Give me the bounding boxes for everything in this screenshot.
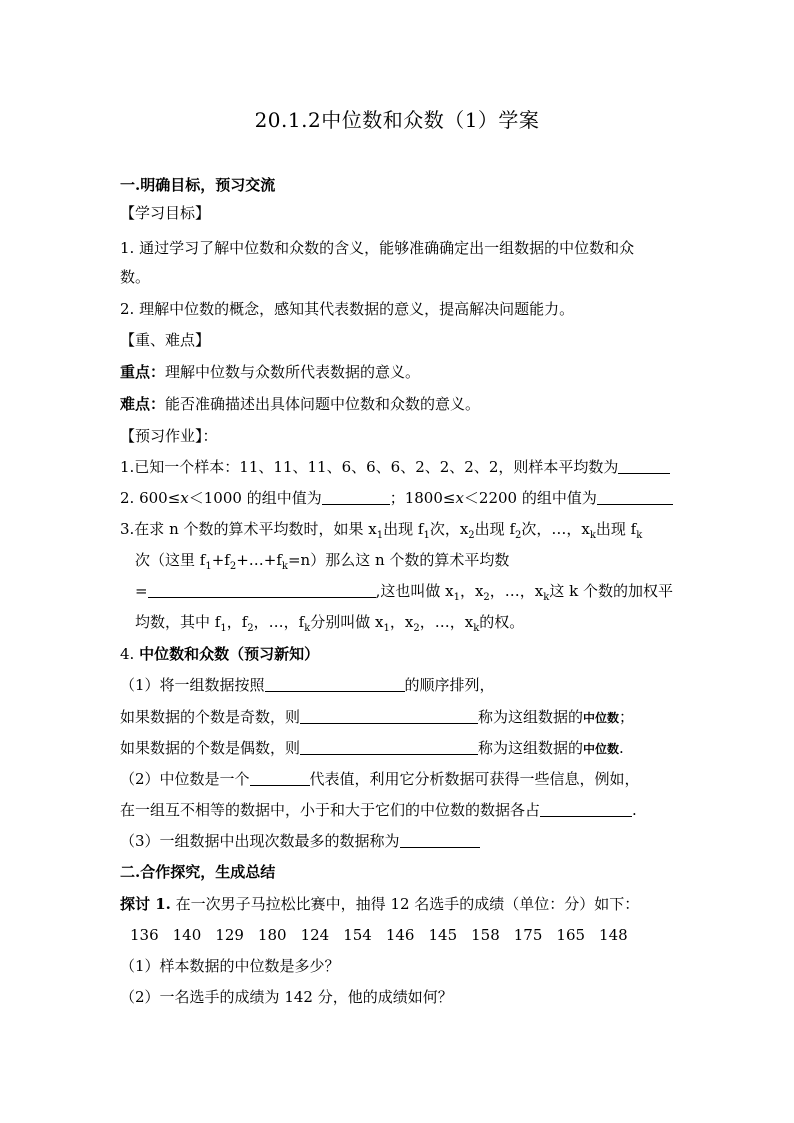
- score-value: 165: [556, 926, 586, 944]
- scores-list: [130, 924, 690, 946]
- score-value: 158: [471, 926, 500, 944]
- score-value: 129: [215, 926, 244, 944]
- answer-blank[interactable]: [148, 582, 376, 598]
- score-value: 145: [428, 926, 458, 944]
- goals-label: 【学习目标】: [120, 204, 211, 222]
- task-1-q2: （2）一名选手的成绩为 142 分，他的成绩如何？: [120, 988, 453, 1006]
- diff-text: 能否准确描述出具体问题中位数和众数的意义。: [165, 395, 481, 413]
- diff-tag: 难点：: [120, 395, 166, 413]
- question-3-line1: 3.在求 n 个数的算术平均数时，如果 $x_1$出现 $f_1$次，$x_2$出现 $f_2$次，…，$x_k$出现 $f_k$: [120, 520, 643, 541]
- question-2: 2. 600≤x＜1000 的组中值为 ；1800≤x＜2200 的组中值为: [120, 487, 680, 509]
- answer-blank[interactable]: [540, 801, 632, 817]
- score-value: 136: [130, 926, 159, 944]
- answer-blank[interactable]: [265, 676, 405, 692]
- task-1-q1: （1）样本数据的中位数是多少？: [120, 957, 340, 975]
- question-4-2-line1: （2）中位数是一个 代表值，利用它分析数据可获得一些信息，例如，: [120, 770, 640, 788]
- homework-label: 【预习作业】：: [120, 427, 218, 445]
- key-text: 理解中位数与众数所代表数据的意义。: [165, 363, 421, 381]
- question-3-line2: 次（这里 $f_1+f_2+\dots+f_k=n$）那么这 n 个数的算术平均数: [135, 551, 510, 572]
- question-3-line3: = ,这也叫做 $x_1$，$x_2$，…，$x_k$这 k 个数的加权平: [135, 582, 673, 603]
- key-point: [120, 361, 680, 383]
- score-value: 140: [172, 926, 202, 944]
- question-4-even: 如果数据的个数是偶数，则 称为这组数据的中位数.: [120, 739, 624, 757]
- page-title: 20.1.2中位数和众数（1）学案: [254, 108, 540, 132]
- key-label: 【重、难点】: [120, 331, 211, 349]
- question-3-line4: 均数，其中 $f_1$，$f_2$，…，$f_k$分别叫做 $x_1$，$x_2$，…，$x_k$的权。: [135, 613, 525, 634]
- task-1: 探讨 1. 在一次男子马拉松比赛中，抽得 12 名选手的成绩（单位：分）如下：: [120, 895, 640, 913]
- score-value: 146: [385, 926, 415, 944]
- goal1-line2: 数。: [120, 268, 151, 286]
- answer-blank[interactable]: [400, 832, 480, 848]
- score-value: 175: [513, 926, 543, 944]
- section1-heading: 一.明确目标，预习交流: [120, 176, 276, 194]
- question-4-2-line2: 在一组互不相等的数据中，小于和大于它们的中位数的数据各占 .: [120, 801, 637, 819]
- section2-heading: 二.合作探究，生成总结: [120, 863, 276, 881]
- question-1: 1.已知一个样本：11、11、11、6、6、6、2、2、2、2，则样本平均数为: [120, 456, 680, 478]
- question-4-heading: 4. 中位数和众数（预习新知）: [120, 645, 320, 663]
- answer-blank[interactable]: [597, 489, 673, 505]
- question-4-3: （3）一组数据中出现次数最多的数据称为: [120, 830, 680, 852]
- answer-blank[interactable]: [322, 489, 390, 505]
- question-4-odd: 如果数据的个数是奇数，则 称为这组数据的中位数；: [120, 708, 635, 726]
- question-4-1: （1）将一组数据按照 的顺序排列，: [120, 676, 495, 694]
- goal1-line1: 1. 通过学习了解中位数和众数的含义，能够准确确定出一组数据的中位数和众: [120, 239, 635, 257]
- answer-blank[interactable]: [300, 708, 478, 724]
- score-value: 154: [343, 926, 372, 944]
- answer-blank[interactable]: [300, 739, 478, 755]
- key-tag: 重点：: [120, 363, 166, 381]
- goal2: 2. 理解中位数的概念，感知其代表数据的意义，提高解决问题能力。: [120, 300, 575, 318]
- score-value: 180: [257, 926, 287, 944]
- score-value: 124: [300, 926, 330, 944]
- answer-blank[interactable]: [250, 770, 310, 786]
- score-value: 148: [599, 926, 628, 944]
- difficult-point: [120, 393, 680, 415]
- answer-blank[interactable]: [618, 458, 670, 474]
